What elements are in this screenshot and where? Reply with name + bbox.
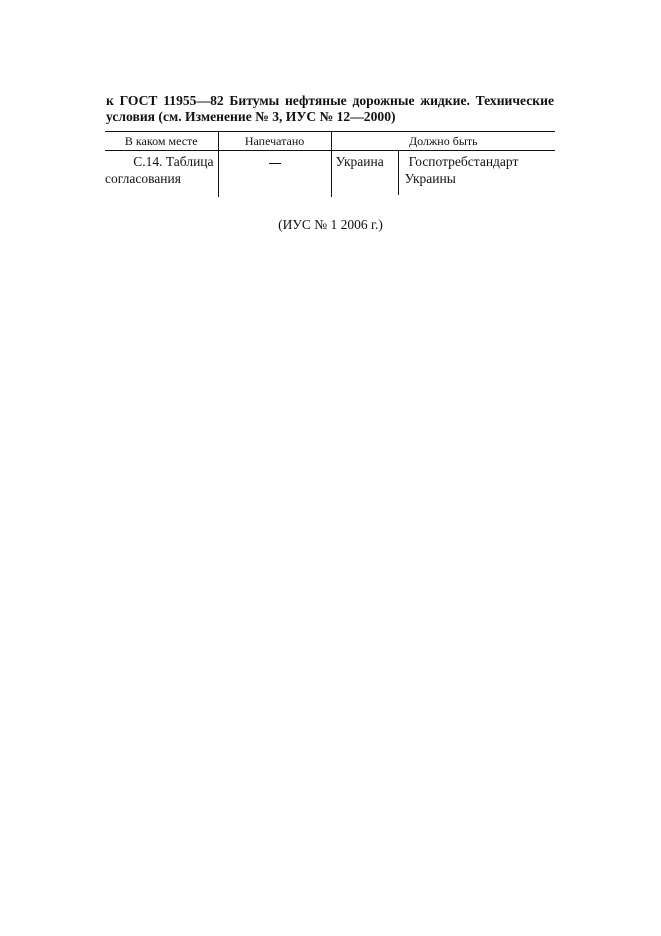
header-should-be: Должно быть <box>331 132 555 151</box>
source-note: (ИУС № 1 2006 г.) <box>278 217 383 232</box>
heading-line-1: к ГОСТ 11955—82 Битумы нефтяные дорожные жидкие. Технические <box>106 93 554 108</box>
errata-table <box>105 131 555 197</box>
printed-dash <box>269 163 281 165</box>
cell-printed <box>218 151 331 198</box>
should-be-organization <box>399 151 519 195</box>
amendment-heading <box>106 93 554 125</box>
table-header-row <box>105 132 555 151</box>
where-line-1: С.14. Таблица <box>133 154 214 169</box>
should-be-country: Украина <box>332 151 399 195</box>
cell-where <box>105 151 218 198</box>
where-line-2: согласования <box>105 171 181 186</box>
header-printed: Напечатано <box>218 132 331 151</box>
heading-line-2: условия (см. Изменение № 3, ИУС № 12—2000) <box>106 109 396 124</box>
organization-line-2: Украины <box>404 171 456 186</box>
header-where: В каком месте <box>105 132 218 151</box>
cell-should-be <box>331 151 555 198</box>
table-row <box>105 151 555 198</box>
organization-line-1: Госпотребстандарт <box>408 154 519 169</box>
